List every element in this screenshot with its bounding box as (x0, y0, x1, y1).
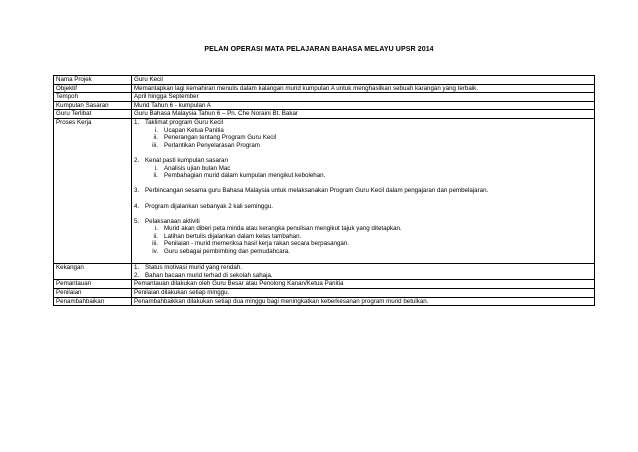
sub-step-number: iii. (152, 141, 158, 149)
label-guru-terlibat: Guru Terlibat (54, 110, 132, 119)
sub-step-number: iii. (152, 240, 158, 248)
value-pemantauan: Pemantauan dilakukan oleh Guru Besar atau Penolong Kanan/Ketua Panitia (132, 280, 595, 289)
sub-step (134, 248, 592, 256)
label-penilaian: Penilaian (54, 289, 132, 298)
step-number: 1. (134, 118, 140, 126)
sub-step-text: Latihan bertulis dijalankan dalam kelas tambahan. (164, 232, 302, 240)
label-objektif: Objektif (54, 84, 132, 93)
item-text: Status motivasi murid yang rendah. (145, 264, 242, 272)
document-title: PELAN OPERASI MATA PELAJARAN BAHASA MELAYU UPSR 2014 (204, 46, 434, 53)
step-text: Taklimat program Guru Kecil (145, 118, 224, 126)
value-penambahbaikan: Penambahbaikkan dilakukan setiap dua minggu bagi meningkatkan keberkesanan program murid betulkan. (132, 297, 595, 306)
value-nama-projek: Guru Kecil (132, 76, 595, 85)
list-item (134, 264, 592, 272)
step (134, 157, 592, 165)
sub-step-text: Analisis ujian bulan Mac (164, 164, 231, 172)
value-kekangan (132, 264, 595, 280)
step (134, 119, 592, 127)
sub-step (134, 165, 592, 173)
row-proses-kerja (54, 118, 595, 263)
row-penilaian (54, 289, 595, 298)
value-penilaian: Penilaian dilakukan setiap minggu. (132, 289, 595, 298)
step-number: 4. (134, 202, 140, 210)
label-kekangan: Kekangan (54, 264, 132, 280)
row-nama-projek (54, 76, 595, 85)
sub-step-number: i. (154, 225, 158, 233)
sub-step-text: Penilaian - murid memeriksa hasil kerja rakan secara berpasangan. (164, 240, 350, 248)
label-proses-kerja: Proses Kerja (54, 118, 132, 263)
list-item (134, 272, 592, 280)
value-tempoh: April hingga September (132, 93, 595, 102)
step-text: Perbincangan sesama guru Bahasa Malaysia untuk melaksanakan Program Guru Kecil dalam pengajaran dan pembelajaran. (145, 187, 489, 195)
step (134, 218, 592, 226)
row-kekangan (54, 264, 595, 280)
sub-step-number: i. (154, 164, 158, 172)
value-guru-terlibat: Guru Bahasa Malaysia Tahun 6 – Pn. Che Noraini Bt. Bakar (132, 110, 595, 119)
sub-step-text: Ucapan Ketua Panitia (164, 126, 224, 134)
sub-step (134, 240, 592, 248)
row-pemantauan (54, 280, 595, 289)
step (134, 203, 592, 211)
sub-step (134, 134, 592, 142)
step-number: 2. (134, 156, 140, 164)
row-penambahbaikan (54, 297, 595, 306)
sub-step (134, 127, 592, 135)
row-guru-terlibat (54, 110, 595, 119)
sub-step-number: i. (154, 126, 158, 134)
step-text: Pelaksanaan aktiviti (145, 217, 200, 225)
sub-step-text: Murid akan diberi peta minda atau kerangka penulisan mengikut tajuk yang ditetapkan. (164, 225, 402, 233)
value-kumpulan-sasaran: Murid Tahun 6 - kumpulan A (132, 101, 595, 110)
sub-step (134, 172, 592, 180)
sub-step-text: Penerangan tentang Program Guru Kecil (164, 134, 277, 142)
sub-step-text: Pembahagian murid dalam kumpulan mengikut kebolehan. (164, 172, 326, 180)
value-proses-kerja (132, 118, 595, 263)
label-pemantauan: Pemantauan (54, 280, 132, 289)
item-text: Bahan bacaan murid terhad di sekolah sahaja. (145, 271, 273, 279)
row-kumpulan-sasaran (54, 101, 595, 110)
sub-step-number: ii. (153, 172, 158, 180)
label-tempoh: Tempoh (54, 93, 132, 102)
sub-step (134, 225, 592, 233)
sub-step-number: ii. (153, 134, 158, 142)
value-objektif: Memantapkan lagi kemahiran menulis dalam kalangan murid kumpulan A untuk menghasilkan sebuah karangan yang terbaik. (132, 84, 595, 93)
step (134, 187, 592, 195)
step-text: Program dijalankan sebanyak 2 kali seminggu. (145, 202, 273, 210)
item-number: 2. (134, 271, 140, 279)
sub-step (134, 142, 592, 150)
label-penambahbaikan: Penambahbaikan (54, 297, 132, 306)
sub-step-number: iv. (152, 248, 158, 256)
step-text: Kenal pasti kumpulan sasaran (145, 156, 228, 164)
step-number: 3. (134, 187, 140, 195)
row-objektif (54, 84, 595, 93)
sub-step-text: Guru sebagai pembimbing dan pemudahcara. (164, 248, 290, 256)
sub-step-number: ii. (153, 232, 158, 240)
plan-table (53, 75, 595, 306)
label-nama-projek: Nama Projek (54, 76, 132, 85)
step-number: 5. (134, 217, 140, 225)
label-kumpulan-sasaran: Kumpulan Sasaran (54, 101, 132, 110)
sub-step-text: Perlantikan Penyelarasan Program (164, 141, 260, 149)
sub-step (134, 233, 592, 241)
item-number: 1. (134, 264, 140, 272)
row-tempoh (54, 93, 595, 102)
